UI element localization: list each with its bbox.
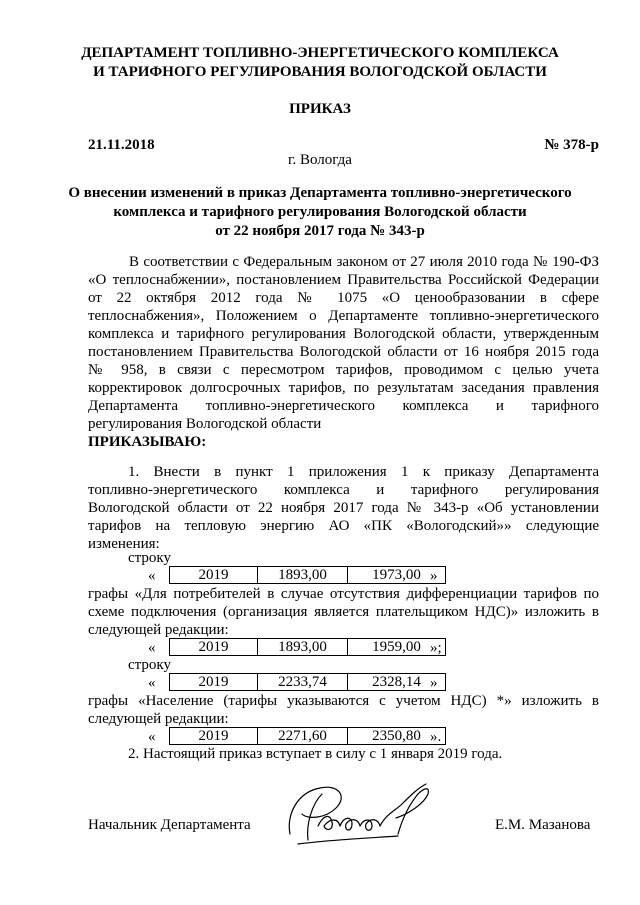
quote-close-period: ». — [430, 729, 442, 745]
tariff-second-half-cell: 1959,00 — [348, 639, 446, 656]
graph-2-paragraph — [88, 692, 599, 728]
quote-open: « — [148, 729, 156, 745]
graph-1-line: следующей редакции: — [88, 622, 229, 638]
handwritten-signature — [278, 774, 438, 854]
item-1-line: Вологодской области от 22 ноября 2017 года № 343-р «Об установлении — [88, 500, 599, 516]
preamble-line: постановлением Правительства Вологодской области от 16 ноября 2015 года — [88, 344, 599, 360]
item-1-paragraph — [88, 463, 599, 553]
tariff-row — [169, 566, 446, 584]
subject-line-1: О внесении изменений в приказ Департамента топливно-энергетического — [68, 185, 572, 201]
item-1-line: изменения: — [88, 536, 160, 552]
tariff-first-half-cell: 1893,00 — [258, 639, 348, 656]
graph-1-paragraph — [88, 585, 599, 639]
signatory-name: Е.М. Мазанова — [495, 817, 591, 833]
quote-close: » — [430, 568, 438, 584]
tariff-first-half-cell: 2271,60 — [258, 728, 348, 745]
quote-close: » — [430, 675, 438, 691]
preamble-line: № 958, в связи с пересмотром тарифов, проводимом с целью учета — [88, 362, 599, 378]
preamble-line: регулирования Вологодской области — [88, 416, 322, 432]
document-number: № 378-р — [544, 137, 599, 153]
preamble-paragraph — [88, 253, 599, 433]
tariff-year-cell: 2019 — [170, 567, 258, 584]
document-city: г. Вологда — [288, 152, 352, 168]
preamble-line: Департамента топливно-энергетического комплекса и тарифного — [88, 398, 599, 414]
tariff-second-half-cell: 2350,80 — [348, 728, 446, 745]
preamble-line: В соответствии с Федеральным законом от 27 июля 2010 года № 190-ФЗ — [129, 254, 599, 270]
tariff-second-half-cell: 2328,14 — [348, 674, 446, 691]
graph-2-line: следующей редакции: — [88, 711, 229, 727]
preamble-line: корректировок долгосрочных тарифов, по результатам заседания правления — [88, 380, 599, 396]
preamble-line: теплоснабжения», Положением о Департаменте топливно-энергетического — [88, 308, 599, 324]
graph-2-line: графы «Население (тарифы указываются с учетом НДС) *» изложить в — [88, 693, 599, 709]
graph-1-line: схеме подключения (организация является плательщиком НДС)» изложить в — [88, 604, 599, 620]
item-1-line: 1. Внести в пункт 1 приложения 1 к приказу Департамента — [128, 464, 599, 480]
department-name-line-2: И ТАРИФНОГО РЕГУЛИРОВАНИЯ ВОЛОГОДСКОЙ ОБЛАСТИ — [93, 64, 547, 80]
document-date: 21.11.2018 — [88, 137, 155, 153]
quote-open: « — [148, 640, 156, 656]
subject-line-3: от 22 ноября 2017 года № 343-р — [215, 223, 425, 239]
preamble-line: комплекса и тарифного регулирования Вологодской области, утвержденным — [88, 326, 599, 342]
tariff-year-cell: 2019 — [170, 728, 258, 745]
tariff-first-half-cell: 2233,74 — [258, 674, 348, 691]
tariff-second-half-cell: 1973,00 — [348, 567, 446, 584]
document-type: ПРИКАЗ — [289, 101, 351, 117]
row-label: строку — [128, 657, 171, 673]
preamble-line: от 22 октября 2012 года № 1075 «О ценообразовании в сфере — [88, 290, 599, 306]
item-1-line: топливно-энергетического комплекса и тарифного регулирования — [88, 482, 599, 498]
row-label: строку — [128, 550, 171, 566]
subject-line-2: комплекса и тарифного регулирования Вологодской области — [113, 204, 527, 220]
tariff-row — [169, 727, 446, 745]
tariff-first-half-cell: 1893,00 — [258, 567, 348, 584]
signatory-position: Начальник Департамента — [88, 817, 251, 833]
item-2: 2. Настоящий приказ вступает в силу с 1 января 2019 года. — [128, 746, 503, 762]
order-word: ПРИКАЗЫВАЮ: — [88, 434, 207, 450]
preamble-line: «О теплоснабжении», постановлением Правительства Российской Федерации — [88, 272, 599, 288]
graph-1-line: графы «Для потребителей в случае отсутствия дифференциации тарифов по — [88, 586, 599, 602]
tariff-year-cell: 2019 — [170, 639, 258, 656]
item-1-line: тарифов на тепловую энергию АО «ПК «Вологодский»» следующие — [88, 518, 599, 534]
quote-close-semicolon: »; — [430, 640, 442, 656]
quote-open: « — [148, 675, 156, 691]
department-name-line-1: ДЕПАРТАМЕНТ ТОПЛИВНО-ЭНЕРГЕТИЧЕСКОГО КОМПЛЕКСА — [81, 45, 559, 61]
tariff-year-cell: 2019 — [170, 674, 258, 691]
tariff-row — [169, 673, 446, 691]
quote-open: « — [148, 568, 156, 584]
tariff-row — [169, 638, 446, 656]
